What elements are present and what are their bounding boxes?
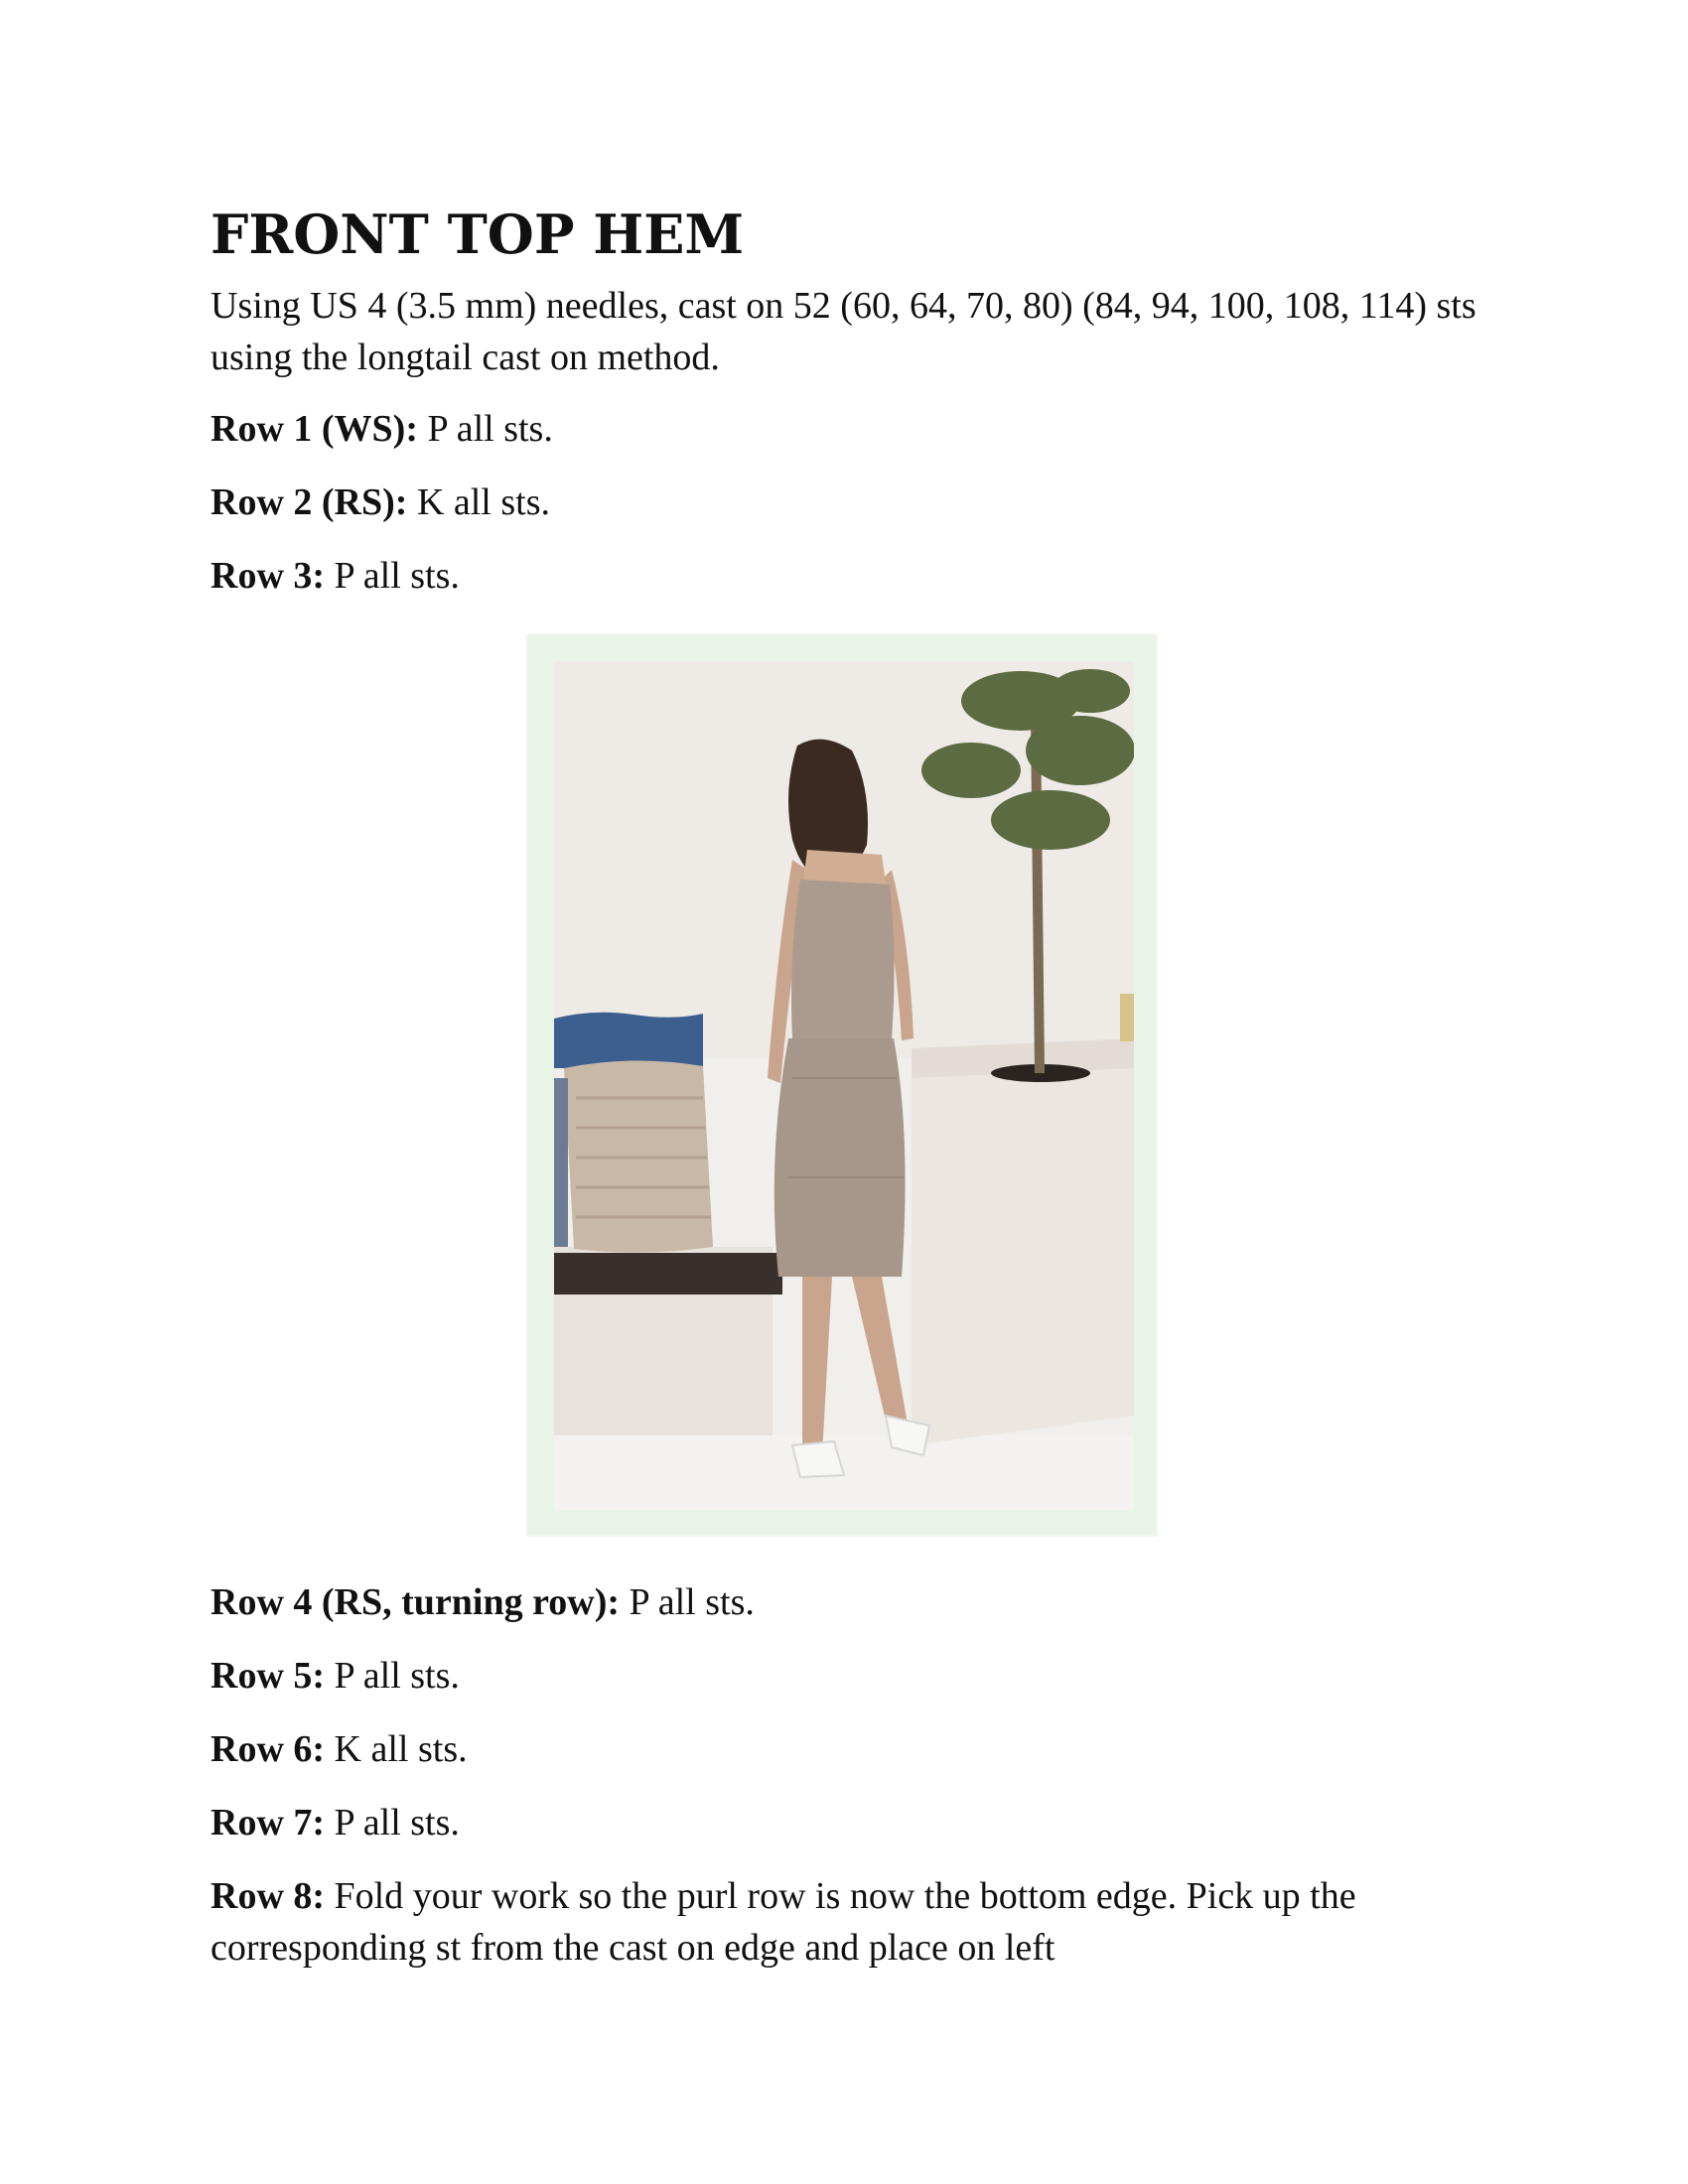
row-5-instruction — [211, 1650, 460, 1702]
row-label: Row 4 (RS, turning row): — [211, 1581, 621, 1623]
photo-illustration — [554, 661, 1134, 1511]
garment-photo — [554, 661, 1134, 1511]
row-2-instruction — [211, 477, 550, 528]
row-7-instruction — [211, 1797, 460, 1848]
row-text: P all sts. — [620, 1581, 755, 1623]
section-heading: FRONT TOP HEM — [211, 203, 745, 266]
row-label: Row 6: — [211, 1728, 326, 1770]
row-label: Row 3: — [211, 555, 326, 597]
row-label: Row 2 (RS): — [211, 481, 408, 523]
row-text: K all sts. — [407, 481, 550, 523]
row-8-instruction — [211, 1870, 1501, 1974]
row-text: P all sts. — [417, 408, 553, 450]
row-label: Row 5: — [211, 1655, 326, 1697]
garment-photo-frame — [526, 633, 1158, 1537]
row-6-instruction — [211, 1723, 468, 1775]
row-text: K all sts. — [325, 1728, 468, 1770]
row-1-instruction — [211, 403, 553, 455]
row-label: Row 7: — [211, 1802, 326, 1843]
row-text: P all sts. — [325, 1655, 460, 1697]
row-text: P all sts. — [325, 1802, 460, 1843]
row-4-instruction — [211, 1576, 755, 1628]
row-3-instruction — [211, 550, 460, 602]
row-label: Row 1 (WS): — [211, 408, 418, 450]
row-label: Row 8: — [211, 1875, 326, 1917]
row-text: Fold your work so the purl row is now the bottom edge. Pick up the corresponding st from the cast on edge and place on left — [211, 1875, 1356, 1969]
cast-on-instructions: Using US 4 (3.5 mm) needles, cast on 52 (60, 64, 70, 80) (84, 94, 100, 108, 114) sts using the longtail cast on method. — [211, 285, 1477, 378]
row-text: P all sts. — [325, 555, 460, 597]
